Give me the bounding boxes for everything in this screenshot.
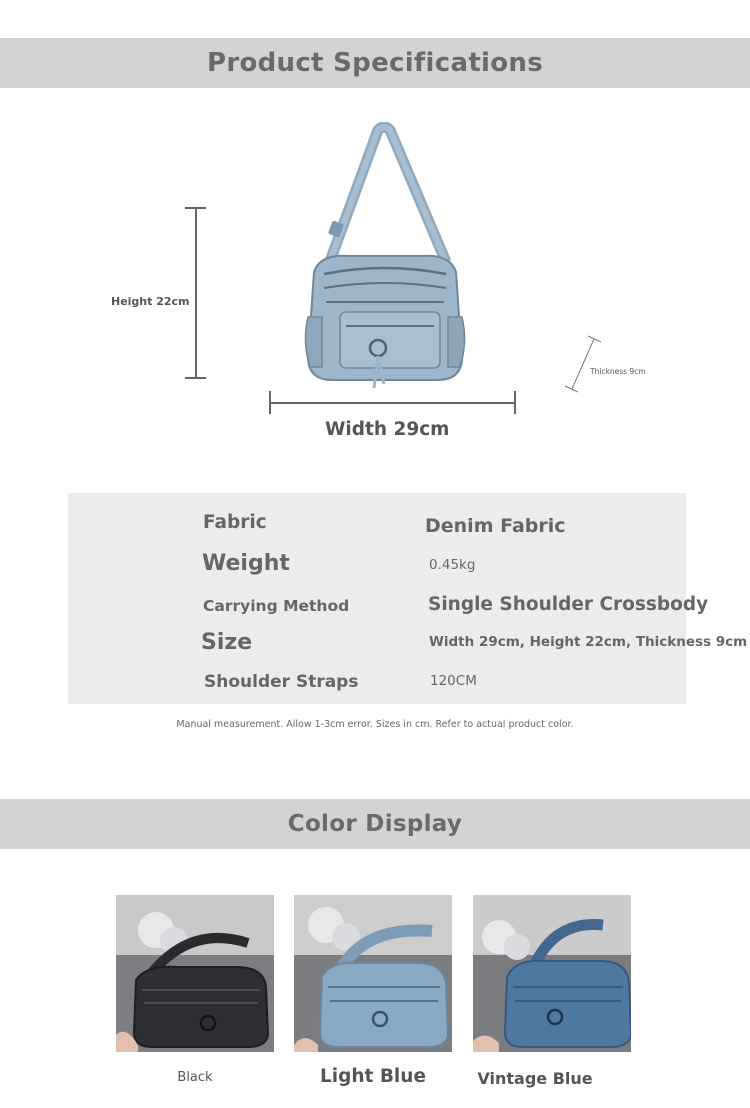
color-swatch-light-blue[interactable] (294, 895, 452, 1052)
color-label-light-blue: Light Blue (320, 1066, 426, 1087)
spec-value-size: Width 29cm, Height 22cm, Thickness 9cm (429, 634, 748, 650)
color-swatch-black[interactable] (116, 895, 274, 1052)
spec-label-weight: Weight (202, 551, 290, 576)
color-section-header (0, 799, 750, 849)
measurement-note: Manual measurement. Allow 1-3cm error. Sizes in cm. Refer to actual product color. (176, 719, 574, 730)
spec-label-fabric: Fabric (203, 512, 267, 533)
spec-value-shoulder-straps: 120CM (430, 673, 477, 689)
spec-value-weight: 0.45kg (429, 557, 476, 573)
spec-label-shoulder-straps: Shoulder Straps (204, 672, 359, 692)
bag-photo-black (116, 895, 274, 1052)
spec-label-size: Size (201, 630, 253, 655)
spec-label-carrying-method: Carrying Method (203, 597, 350, 615)
spec-section-title: Product Specifications (206, 48, 544, 78)
bag-photo-vintage-blue (473, 895, 631, 1052)
bag-photo-light-blue (294, 895, 452, 1052)
bag-illustration (300, 122, 470, 397)
thickness-label: Thickness 9cm (590, 367, 646, 376)
color-swatch-vintage-blue[interactable] (473, 895, 631, 1052)
color-section-title: Color Display (287, 811, 463, 837)
height-label: Height 22cm (111, 295, 190, 308)
width-label: Width 29cm (325, 419, 450, 440)
spec-section-header (0, 38, 750, 88)
color-label-vintage-blue: Vintage Blue (477, 1069, 593, 1088)
spec-value-carrying-method: Single Shoulder Crossbody (428, 594, 709, 615)
thickness-dimension (560, 333, 606, 397)
color-label-black: Black (177, 1070, 213, 1085)
spec-value-fabric: Denim Fabric (425, 515, 566, 537)
